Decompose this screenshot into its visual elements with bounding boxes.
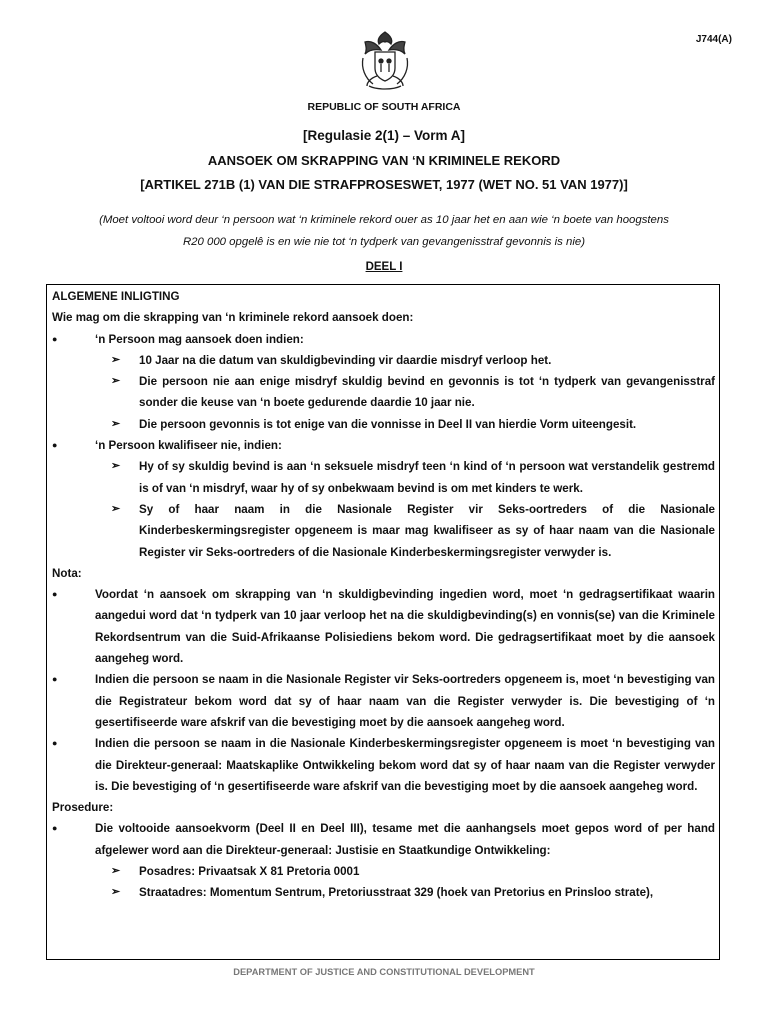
coat-of-arms-icon bbox=[357, 28, 413, 92]
list-item-text: Indien die persoon se naam in die Nasionale Register vir Seks-oortreders opgeneem is, moet ‘n bevestiging van die Registrateur bekom word dat sy of haar naam van die Register verwyder is. Die bevestiging of ‘n gesertifiseerde ware afskrif van die bevestiging moet by die aansoek aangeheg word. bbox=[95, 673, 715, 729]
bullet-icon: ● bbox=[52, 823, 58, 834]
arrow-bullet-icon: ➢ bbox=[111, 460, 121, 473]
arrow-bullet-icon: ➢ bbox=[111, 417, 121, 430]
list-item bbox=[52, 669, 715, 733]
section-heading: ALGEMENE INLIGTING bbox=[52, 290, 180, 303]
regulation-reference: [Regulasie 2(1) – Vorm A] bbox=[302, 128, 466, 143]
arrow-bullet-icon: ➢ bbox=[111, 502, 121, 515]
list-item bbox=[52, 818, 715, 861]
postal-address: Posadres: Privaatsak X 81 Pretoria 0001 bbox=[139, 865, 360, 879]
general-information-box bbox=[46, 284, 720, 960]
list-item bbox=[52, 584, 715, 669]
sub-list-item bbox=[52, 499, 715, 563]
sub-list-item bbox=[52, 861, 715, 882]
intro-line: (Moet voltooi word deur ‘n persoon wat ‘n kriminele rekord ouer as 10 jaar het en aan wie ‘n boete van hoogstens bbox=[99, 214, 669, 226]
sub-list-item-text: Hy of sy skuldig bevind is aan ‘n seksuele misdryf teen ‘n kind of ‘n persoon wat verstandelik gestremd is of van ‘n misdryf, waar hy of sy onbekwaam bevind is om met kinders te werk. bbox=[139, 460, 715, 495]
sub-list-item-text: Die persoon nie aan enige misdryf skuldig bevind en gevonnis is tot ‘n tydperk van gevangenisstraf sonder die keuse van ‘n boete gedurende daardie 10 jaar nie. bbox=[139, 375, 715, 410]
page-footer: DEPARTMENT OF JUSTICE AND CONSTITUTIONAL DEVELOPMENT bbox=[233, 967, 535, 977]
act-reference: [ARTIKEL 271B (1) VAN DIE STRAFPROSESWET, 1977 (WET NO. 51 VAN 1977)] bbox=[140, 177, 628, 192]
list-item-text: ‘n Persoon kwalifiseer nie, indien: bbox=[95, 439, 282, 453]
sub-list-item bbox=[52, 456, 715, 499]
country-name: REPUBLIC OF SOUTH AFRICA bbox=[307, 101, 461, 113]
procedure-label: Prosedure: bbox=[52, 801, 114, 815]
street-address: Straatadres: Momentum Sentrum, Pretoriusstraat 329 (hoek van Pretorius en Prinsloo strate), bbox=[139, 886, 654, 900]
bullet-icon: ● bbox=[52, 738, 58, 749]
sub-list-item-text: Die persoon gevonnis is tot enige van die vonnisse in Deel II van hierdie Vorm uiteengesit. bbox=[139, 417, 637, 431]
list-item-text: Die voltooide aansoekvorm (Deel II en Deel III), tesame met die aanhangsels moet gepos word of per hand afgelewer word aan die Direkteur-generaal: Justisie en Staatkundige Ontwikkeling: bbox=[95, 822, 715, 857]
intro-note bbox=[90, 209, 678, 253]
list-item-text: Voordat ‘n aansoek om skrapping van ‘n skuldigbevinding ingedien word, moet ‘n gedragsertifikaat waarin aangedui word dat ‘n tydperk van 10 jaar verloop het na die skuldigbevinding(s) en vonnis(se) van die Kriminele Rekordsentrum van die Suid-Afrikaanse Polisiediens bekom word. Die gedragsertifikaat moet by die aansoek aangeheg word. bbox=[95, 588, 715, 666]
sub-list-item bbox=[52, 882, 715, 903]
sub-list-item-text: 10 Jaar na die datum van skuldigbevinding vir daardie misdryf verloop het. bbox=[139, 353, 552, 367]
form-code: J744(A) bbox=[695, 34, 732, 45]
list-item-text: ‘n Persoon mag aansoek doen indien: bbox=[95, 332, 304, 346]
list-item bbox=[52, 435, 715, 456]
arrow-bullet-icon: ➢ bbox=[111, 353, 121, 366]
arrow-bullet-icon: ➢ bbox=[111, 886, 121, 899]
arrow-bullet-icon: ➢ bbox=[111, 865, 121, 878]
note-label: Nota: bbox=[52, 566, 82, 580]
list-item bbox=[52, 733, 715, 797]
sub-list-item-text: Sy of haar naam in die Nasionale Register vir Seks-oortreders of die Nasionale Kinderbeskermingsregister opgeneem is maar mag kwalifiseer as sy of haar naam van die Nasionale Register vir Seks-oortreders of die Nasionale Kinderbeskermingsregister verwyder is. bbox=[139, 502, 715, 559]
intro-line: R20 000 opgelê is en wie nie tot ‘n tydperk van gevangenisstraf gevonnis is nie) bbox=[182, 236, 586, 248]
sub-list-item bbox=[52, 371, 715, 414]
document-title: AANSOEK OM SKRAPPING VAN ‘N KRIMINELE REKORD bbox=[207, 153, 561, 168]
bullet-icon: ● bbox=[52, 440, 58, 451]
list-item-text: Indien die persoon se naam in die Nasionale Kinderbeskermingsregister opgeneem is moet ‘n bevestiging van die Direkteur-generaal: Maatskaplike Ontwikkeling bekom word dat sy of haar naam van die Register verwyder is. Die bevestiging of ‘n gesertifiseerde ware afskrif van die bevestiging moet by die aansoek aangeheg word. bbox=[95, 737, 715, 793]
sub-list-item bbox=[52, 414, 715, 435]
bullet-icon: ● bbox=[52, 333, 58, 344]
sub-list-item bbox=[52, 350, 715, 371]
bullet-icon: ● bbox=[52, 589, 58, 600]
bullet-icon: ● bbox=[52, 674, 58, 685]
who-may-apply: Wie mag om die skrapping van ‘n kriminele rekord aansoek doen: bbox=[52, 311, 414, 325]
part-heading: DEEL I bbox=[365, 261, 403, 273]
arrow-bullet-icon: ➢ bbox=[111, 375, 121, 388]
list-item bbox=[52, 329, 715, 350]
